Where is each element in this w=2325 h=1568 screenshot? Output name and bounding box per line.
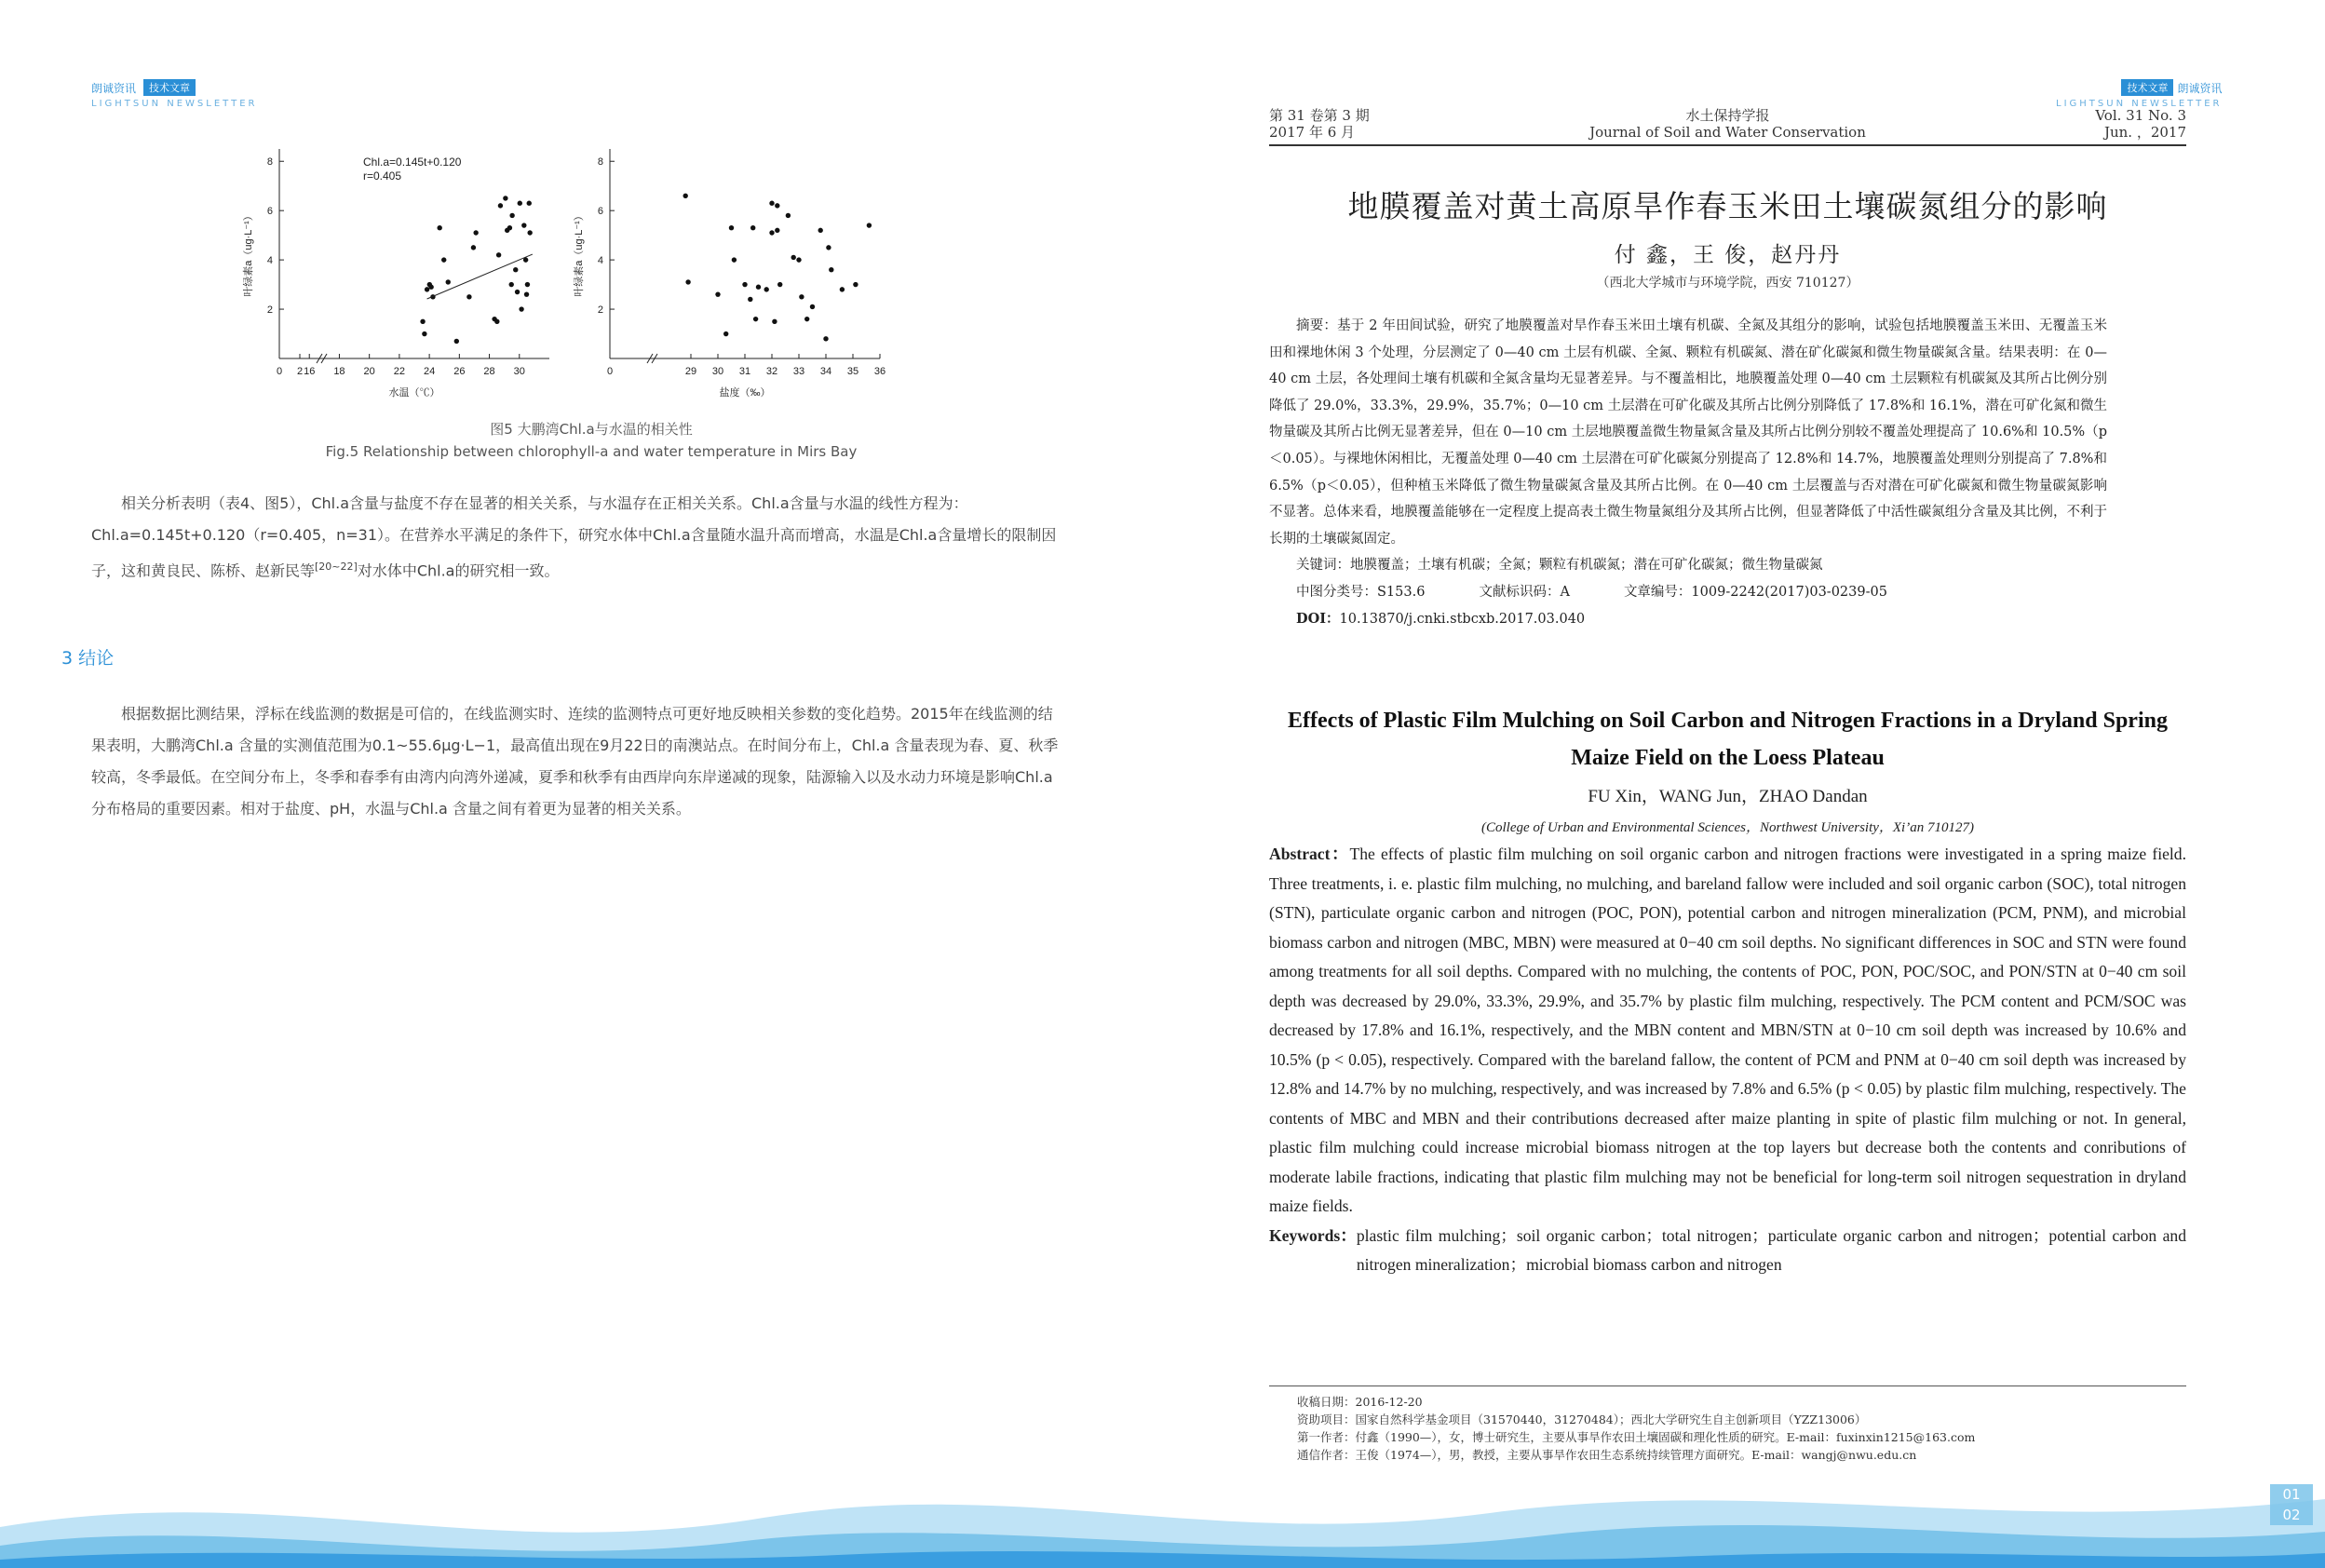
- data-point: [527, 230, 532, 235]
- document-code: 文献标识码：A: [1479, 584, 1570, 600]
- authors-cn: 付 鑫，王 俊，赵丹丹: [1614, 243, 1842, 267]
- brand-name-en: LIGHTSUN NEWSLETTER: [2056, 99, 2223, 109]
- para1-text-a: 相关分析表明（表4、图5），Chl.a含量与盐度不存在显著的相关关系，与水温存在正相关关系。Chl.a含量与水温的线性方程为：Chl.a=0.145t+0.120（r=0.405，n=31）。在营养水平满足的条件下，研究水体中Chl.a含量随水温升高而增高，水温是Chl.a含量增长的限制因子，这和黄良民、陈桥、赵新民等: [91, 494, 1057, 580]
- data-point: [796, 257, 801, 262]
- x-tick-label: 33: [792, 366, 805, 377]
- y-tick-label: 6: [597, 206, 603, 218]
- x-tick-label: 2: [296, 366, 304, 377]
- figure-caption-cn: 图5 大鹏湾Chl.a与水温的相关性: [490, 421, 693, 438]
- x-tick-label: 34: [819, 366, 832, 377]
- page-number-right: 02: [2282, 1507, 2301, 1523]
- x-tick-label: 28: [483, 366, 495, 377]
- data-point: [519, 306, 523, 311]
- x-tick-label: 30: [513, 366, 525, 377]
- y-tick-label: 8: [597, 156, 603, 169]
- data-point: [764, 287, 769, 291]
- abstract-label: Abstract：: [1269, 845, 1350, 863]
- data-point: [509, 213, 514, 218]
- y-tick-label: 2: [597, 304, 603, 317]
- data-point: [473, 230, 478, 235]
- data-point: [715, 291, 720, 296]
- journal-date-cn: 2017 年 6 月: [1269, 124, 1356, 141]
- journal-name-en: Journal of Soil and Water Conservation: [1589, 124, 1866, 141]
- y-tick-label: 4: [266, 255, 273, 267]
- data-point: [748, 297, 752, 302]
- y-tick-label: 8: [266, 156, 273, 169]
- left-brand-header: [91, 79, 257, 109]
- data-point: [772, 319, 777, 324]
- data-point: [471, 245, 476, 250]
- para2-text: 根据数据比测结果，浮标在线监测的数据是可信的，在线监测实时、连续的监测特点可更好地反映相关参数的变化趋势。2015年在线监测的结果表明，大鹏湾Chl.a 含量的实测值范围为0.1~55.6μg·L−1，最高值出现在9月22日的南澳站点。在时间分布上，Chl.a 含量表现为春、夏、秋季较高，冬季最低。在空间分布上，冬季和春季有由湾内向湾外递减，夏季和秋季有由西岸向东岸递减的现象，陆源输入以及水动力环境是影响Chl.a分布格局的重要因素。相对于盐度、pH，水温与Chl.a 含量之间有着更为显著的相关关系。: [91, 705, 1059, 818]
- data-point: [446, 279, 451, 284]
- data-point: [498, 203, 503, 208]
- data-point: [799, 294, 804, 299]
- authors-en: FU Xin，WANG Jun，ZHAO Dandan: [1588, 787, 1868, 806]
- journal-volume-cn: 第 31 卷第 3 期: [1269, 107, 1370, 124]
- article-meta: [1269, 579, 2107, 606]
- data-point: [527, 201, 532, 206]
- data-point: [840, 287, 845, 291]
- abstract-en-block: [1269, 840, 2186, 1222]
- article-title-cn: 地膜覆盖对黄土高原旱作春玉米田土壤碳氮组分的影响: [1347, 188, 2108, 224]
- footnote-funding: 资助项目：国家自然科学基金项目（31570440，31270484）；西北大学研究生自主创新项目（YZZ13006）: [1297, 1413, 1867, 1426]
- x-tick-label: 0: [276, 366, 283, 377]
- x-tick-label: 24: [423, 366, 436, 377]
- x-tick-label: 22: [393, 366, 406, 377]
- data-point: [753, 317, 758, 321]
- section-title-conclusion: 3 结论: [61, 648, 115, 669]
- data-point: [732, 257, 737, 262]
- x-tick-label: 31: [738, 366, 751, 377]
- data-point: [521, 223, 526, 227]
- footnote-first-author: 第一作者：付鑫（1990—），女，博士研究生，主要从事旱作农田土壤固碳和理化性质的研究。E-mail：fuxinxin1215@163.com: [1297, 1430, 1976, 1444]
- wave-decoration: [0, 1462, 2325, 1568]
- x-tick-label: 26: [453, 366, 466, 377]
- data-point: [466, 294, 471, 299]
- abstract-cn-text: 摘要：基于 2 年田间试验，研究了地膜覆盖对旱作春玉米田土壤有机碳、全氮及其组分的影响，试验包括地膜覆盖玉米田、无覆盖玉米田和裸地休闲 3 个处理，分层测定了 0—40 cm 土层有机碳、全氮、颗粒有机碳氮、潜在矿化碳氮和微生物量碳氮含量。结果表明：在 0—40 cm 土层，各处理间土壤有机碳和全氮含量均无显著差异。与不覆盖相比，地膜覆盖处理 0—40 cm 土层颗粒有机碳氮及其所占比例分别降低了 29.0%，33.3%，29.9%，35.7%；0—10 cm 土层潜在可矿化碳及其所占比例分别降低了 17.8%和 16.1%，潜在可矿化氮和微生物量碳及其所占比例无显著差异，但在 0—10 cm 土层地膜覆盖微生物量氮含量及其所占比例分别较不覆盖处理提高了 10.6%和 10.5%（p＜0.05）。与裸地休闲相比，无覆盖处理 0—40 cm 土层潜在可矿化碳氮分别提高了 12.8%和 14.7%，地膜覆盖处理则分别提高了 7.8%和 6.5%（p＜0.05），但种植玉米降低了微生物量碳氮含量及其所占比例。在 0—40 cm 土层覆盖与否对潜在可矿化碳氮和微生物量碳氮影响不显著。总体来看，地膜覆盖能够在一定程度上提高表土微生物量氮组分及其所占比例，但显著降低了中活性碳氮组分含量及其比例，不利于长期的土壤碳氮固定。: [1269, 318, 2107, 547]
- journal-header: [1269, 107, 2186, 146]
- data-point: [441, 257, 446, 262]
- affiliation-cn: （西北大学城市与环境学院，西安 710127）: [1596, 276, 1859, 291]
- data-point: [867, 223, 872, 227]
- data-point: [437, 225, 441, 230]
- journal-name-cn: 水土保持学报: [1685, 107, 1770, 124]
- chart-water-temperature: [241, 149, 549, 399]
- data-point: [829, 267, 833, 272]
- y-axis-label: 叶绿素a（ug·L⁻¹）: [243, 210, 254, 297]
- article-title-en: Effects of Plastic Film Mulching on Soil Carbon and Nitrogen Fractions in a Dryland Spring Maize Field on the Loess Plateau: [1288, 709, 2168, 770]
- keywords-en-text: plastic film mulching；soil organic carbon；total nitrogen；particulate organic carbon and nitrogen；potential carbon and nitrogen mineralization；microbial biomass carbon and nitrogen: [1356, 1225, 2186, 1274]
- data-point: [775, 203, 779, 208]
- data-point: [683, 194, 688, 198]
- data-point: [810, 304, 815, 309]
- y-axis-label: 叶绿素a（ug·L⁻¹）: [574, 210, 585, 297]
- data-point: [513, 267, 518, 272]
- figure-caption-en: Fig.5 Relationship between chlorophyll-a and water temperature in Mirs Bay: [325, 443, 858, 460]
- y-tick-label: 6: [266, 206, 273, 218]
- keywords-en-block: [1269, 1222, 2186, 1280]
- data-point: [769, 230, 774, 235]
- data-point: [769, 201, 774, 206]
- figure-5-charts: [237, 135, 945, 405]
- data-point: [425, 287, 429, 291]
- data-point: [804, 317, 809, 321]
- x-tick-label: 30: [711, 366, 724, 377]
- x-tick-label: 29: [684, 366, 697, 377]
- data-point: [496, 252, 501, 257]
- x-axis-label: 水温（℃）: [388, 387, 440, 399]
- journal-volume-en: Vol. 31 No. 3: [2095, 107, 2186, 124]
- abstract-en-text: The effects of plastic film mulching on soil organic carbon and nitrogen fractions were investigated in a spring maize field. Three treatments, i. e. plastic film mulching, no mulching, and bareland fallow were included and soil organic carbon (SOC), total nitrogen (STN), particulate organic carbon and nitrogen (POC, PON), potential carbon and nitrogen mineralization (PCM, PNM), and microbial biomass carbon and nitrogen (MBC, MBN) were measured at 0−40 cm soil depths. No significant differences in SOC and STN were found among treatments for all soil depths. Compared with no mulching, the contents of POC, PON, POC/SOC, and PON/STN at 0−40 cm soil depth was decreased by 29.0%, 33.3%, 29.9%, and 35.7% by plastic film mulching, respectively. The PCM content and PCM/SOC was decreased by 17.8% and 16.1%, respectively, and the MBN content and MBN/STN at 0−10 cm soil depth was increased by 10.6% and 10.5% (p < 0.05), respectively. Compared with the bareland fallow, the content of PCM and PNM at 0−40 cm soil depth was increased by 12.8% and 14.7% by no mulching, respectively, and was increased by 7.8% and 6.5% (p < 0.05) by plastic film mulching, respectively. The contents of MBC and MBN and their contributions decreased after maize planting in spite of plastic film mulching or not. In general, plastic film mulching could increase microbial biomass nitrogen at the top layers but decrease both the contents and conributions of moderate labile fractions, indicating that plastic film mulching may not be beneficial for long-term soil nitrogen sequestration in dryland maize fields.: [1269, 845, 2186, 1215]
- data-point: [756, 285, 761, 290]
- data-point: [420, 319, 425, 324]
- data-point: [823, 336, 828, 341]
- data-point: [525, 282, 530, 287]
- data-point: [685, 279, 690, 284]
- article-number: 文章编号：1009-2242(2017)03-0239-05: [1623, 584, 1887, 600]
- brand-tag: 技术文章: [143, 79, 196, 96]
- doi-value: 10.13870/j.cnki.stbcxb.2017.03.040: [1339, 611, 1586, 627]
- data-point: [494, 319, 499, 324]
- right-brand-header: [2056, 79, 2222, 109]
- keywords-label: Keywords：: [1269, 1225, 1357, 1245]
- journal-date-en: Jun. ，2017: [2103, 124, 2186, 141]
- footnotes: [1297, 1393, 2182, 1464]
- para1-citation: [20~22]: [315, 561, 358, 573]
- left-paragraph-1: [91, 488, 1063, 587]
- x-tick-label: 32: [765, 366, 778, 377]
- brand-name: 朗诚资讯: [2177, 81, 2223, 95]
- x-tick-label: 36: [873, 366, 886, 377]
- x-axis-label: 盐度（‰）: [719, 387, 771, 399]
- brand-name-en: LIGHTSUN NEWSLETTER: [91, 99, 258, 109]
- data-point: [428, 285, 433, 290]
- chart-salinity: [572, 149, 885, 399]
- data-point: [729, 225, 734, 230]
- footnote-corresponding-author: 通信作者：王俊（1974—），男，教授，主要从事旱作农田生态系统持续管理方面研究。E-mail：wangj@nwu.edu.cn: [1297, 1448, 1917, 1462]
- data-point: [503, 196, 507, 200]
- brand-name: 朗诚资讯: [91, 81, 137, 95]
- data-point: [818, 228, 823, 233]
- equation-annotation: r=0.405: [363, 169, 402, 182]
- x-tick-label: 0: [606, 366, 614, 377]
- x-tick-label: 16: [304, 366, 316, 377]
- data-point: [422, 331, 426, 336]
- data-point: [750, 225, 755, 230]
- x-tick-label: 35: [846, 366, 859, 377]
- x-tick-label: 18: [333, 366, 345, 377]
- data-point: [777, 282, 782, 287]
- affiliation-en: (College of Urban and Environmental Sciences，Northwest University，Xi’an 710127): [1481, 820, 1974, 835]
- keywords-cn: 关键词：地膜覆盖；土壤有机碳；全氮；颗粒有机碳氮；潜在可矿化碳氮；微生物量碳氮: [1296, 558, 1823, 574]
- data-point: [515, 290, 520, 294]
- left-paragraph-2: [91, 698, 1063, 825]
- doi-line: [1269, 606, 2107, 633]
- y-tick-label: 4: [597, 255, 603, 267]
- data-point: [507, 225, 512, 230]
- data-point: [791, 255, 796, 260]
- classification-number: 中图分类号：S153.6: [1296, 584, 1426, 600]
- data-point: [742, 282, 747, 287]
- data-point: [786, 213, 791, 218]
- equation-annotation: Chl.a=0.145t+0.120: [363, 155, 462, 169]
- data-point: [853, 282, 858, 287]
- footnote-received: 收稿日期：2016-12-20: [1297, 1395, 1423, 1409]
- abstract-en: [1269, 840, 2186, 1280]
- x-tick-label: 20: [363, 366, 375, 377]
- data-point: [518, 201, 522, 206]
- data-point: [509, 282, 514, 287]
- data-point: [454, 339, 459, 344]
- para1-text-b: 对水体中Chl.a的研究相一致。: [357, 561, 560, 580]
- page-number-left: 01: [2282, 1486, 2301, 1503]
- doi-label: DOI：: [1296, 610, 1340, 627]
- data-point: [826, 245, 831, 250]
- data-point: [723, 331, 728, 336]
- brand-tag: 技术文章: [2121, 79, 2173, 96]
- abstract-cn: [1269, 313, 2107, 632]
- data-point: [775, 228, 779, 233]
- y-tick-label: 2: [266, 304, 273, 317]
- data-point: [524, 291, 529, 296]
